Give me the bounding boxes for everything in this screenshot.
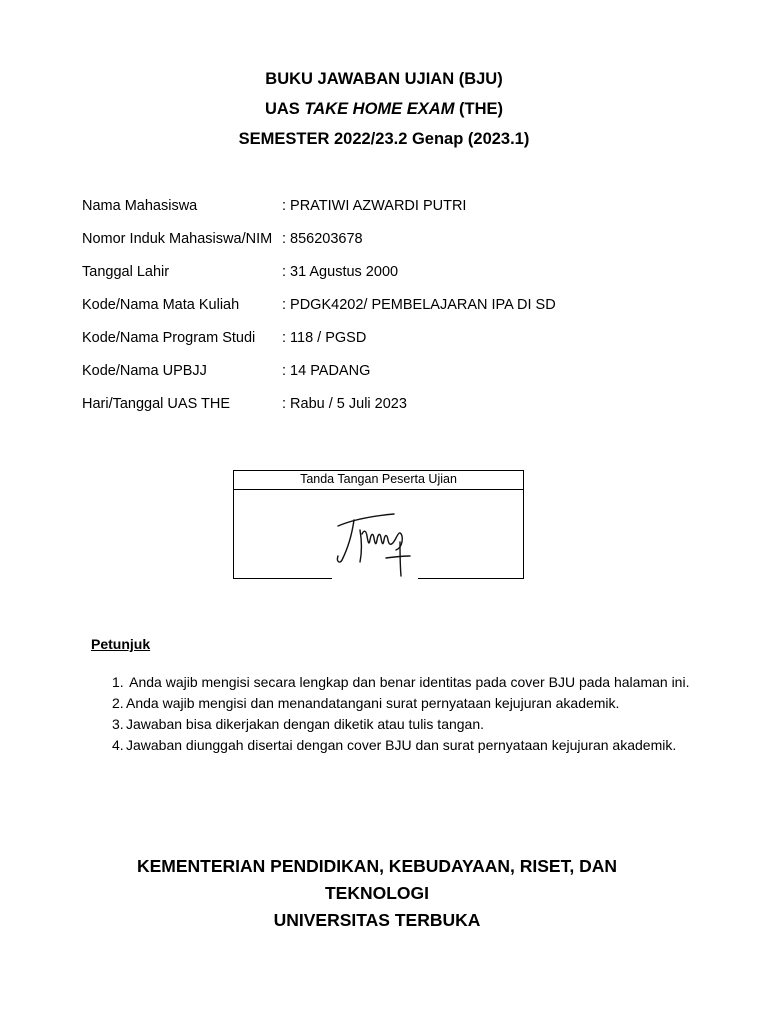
identity-label: Kode/Nama UPBJJ: [82, 363, 207, 379]
list-item-number: 4.: [112, 737, 124, 753]
footer-line-1: KEMENTERIAN PENDIDIKAN, KEBUDAYAAN, RISET, DAN: [136, 856, 617, 876]
identity-separator: :: [282, 297, 287, 313]
identity-row: [82, 363, 556, 396]
list-item: [112, 716, 689, 737]
identity-value: 31 Agustus 2000: [290, 264, 399, 280]
identity-separator: :: [282, 330, 287, 346]
identity-separator: :: [282, 231, 287, 247]
identity-row: [82, 198, 556, 231]
identity-label: Kode/Nama Program Studi: [82, 330, 256, 346]
identity-row: [82, 297, 556, 330]
identity-value: Rabu / 5 Juli 2023: [290, 396, 407, 412]
identity-separator: :: [282, 363, 287, 379]
title-line-2-suffix: (THE): [459, 100, 504, 118]
identity-row: [82, 231, 556, 264]
list-item-number: 2.: [112, 695, 124, 711]
identity-row: [82, 396, 556, 429]
identity-value: 856203678: [290, 231, 363, 247]
identity-row: [82, 330, 556, 363]
title-line-1: BUKU JAWABAN UJIAN (BJU): [265, 70, 503, 88]
footer-line-3: UNIVERSITAS TERBUKA: [273, 910, 481, 930]
institution-footer: [0, 853, 754, 934]
title-line-2-italic: TAKE HOME EXAM: [304, 100, 455, 118]
identity-label: Nama Mahasiswa: [82, 198, 198, 214]
identity-separator: :: [282, 198, 287, 214]
signature-box-header: Tanda Tangan Peserta Ujian: [234, 471, 523, 490]
petunjuk-list: [112, 674, 689, 758]
identity-label: Tanggal Lahir: [82, 264, 170, 280]
signature-box: [233, 470, 524, 579]
identity-label: Kode/Nama Mata Kuliah: [82, 297, 240, 313]
title-line-3: SEMESTER 2022/23.2 Genap (2023.1): [238, 130, 530, 148]
identity-label: Hari/Tanggal UAS THE: [82, 396, 231, 412]
identity-separator: :: [282, 264, 287, 280]
list-item-text: Jawaban diunggah disertai dengan cover BJU dan surat pernyataan kejujuran akademik.: [126, 737, 677, 753]
list-item-text: Anda wajib mengisi dan menandatangani surat pernyataan kejujuran akademik.: [126, 695, 620, 711]
list-item: [112, 737, 689, 758]
identity-section: [82, 198, 556, 429]
identity-value: 118 / PGSD: [290, 330, 367, 346]
title-line-2: [0, 94, 768, 124]
list-item: [112, 674, 689, 695]
footer-line-2: TEKNOLOGI: [324, 883, 430, 903]
title-line-2-prefix: UAS: [264, 100, 300, 118]
list-item-number: 3.: [112, 716, 124, 732]
identity-value: PRATIWI AZWARDI PUTRI: [290, 198, 467, 214]
list-item-number: 1.: [112, 674, 124, 690]
document-title: [0, 64, 768, 154]
identity-value: PDGK4202/ PEMBELAJARAN IPA DI SD: [290, 297, 556, 313]
list-item-text: Anda wajib mengisi secara lengkap dan benar identitas pada cover BJU pada halaman ini.: [126, 674, 690, 690]
identity-label: Nomor Induk Mahasiswa/NIM: [82, 231, 273, 247]
identity-value: 14 PADANG: [290, 363, 371, 379]
identity-row: [82, 264, 556, 297]
petunjuk-heading: Petunjuk: [91, 636, 151, 652]
list-item: [112, 695, 689, 716]
identity-separator: :: [282, 396, 287, 412]
handwritten-signature: [332, 490, 418, 582]
list-item-text: Jawaban bisa dikerjakan dengan diketik atau tulis tangan.: [126, 716, 485, 732]
